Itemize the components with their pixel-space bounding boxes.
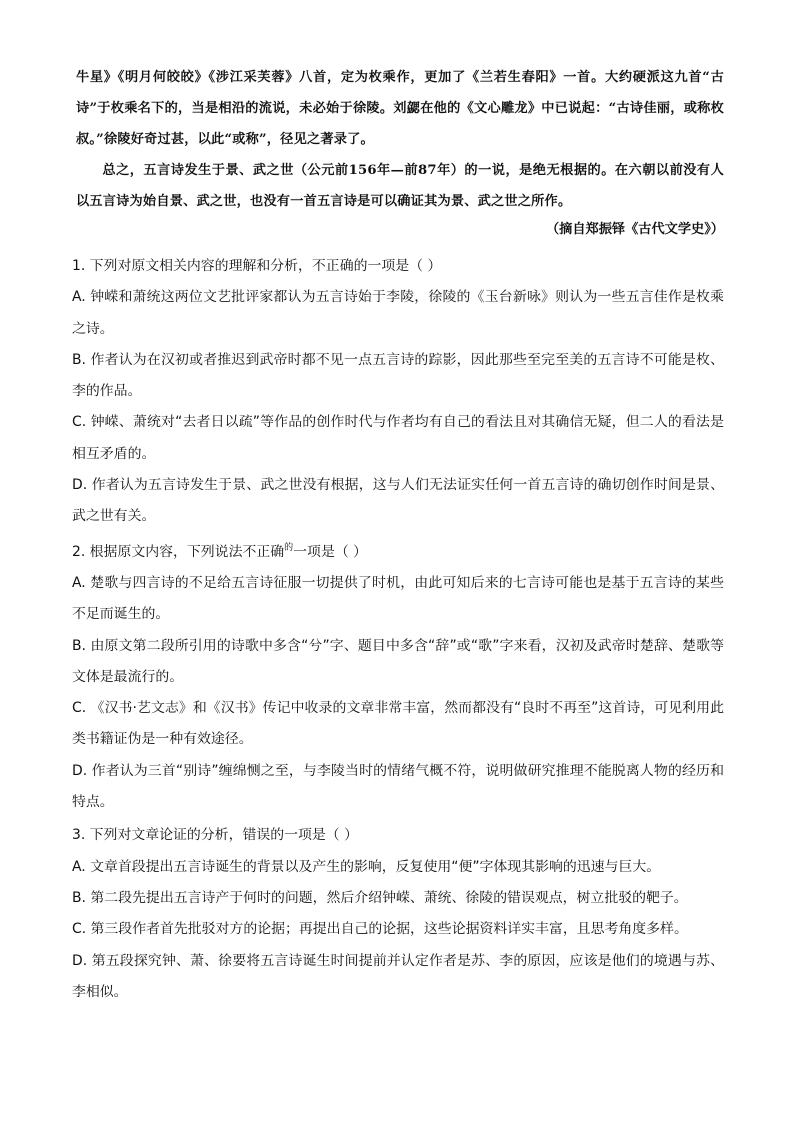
stem-superscript-mark: 的 — [284, 542, 294, 553]
reading-passage — [76, 62, 724, 217]
question-2 — [72, 537, 724, 819]
option-a[interactable]: A. 文章首段提出五言诗诞生的背景以及产生的影响，反复使用“便”字体现其影响的迅速与巨大。 — [72, 858, 661, 875]
question-list — [72, 251, 724, 1010]
option-b[interactable]: B. 由原文第二段所引用的诗歌中多含“兮”字、题目中多含“辞”或“歌”字来看，汉初及武帝时楚辞、楚歌等文体是最流行的。 — [72, 637, 724, 685]
option-c[interactable]: C. 钟嵘、萧统对“去者日以疏”等作品的创作时代与作者均有自己的看法且对其确信无疑，但二人的看法是相互矛盾的。 — [72, 414, 724, 462]
question-stem: 1. 下列对原文相关内容的理解和分析，不正确的一项是（ ） — [72, 258, 442, 274]
option-c[interactable]: C. 《汉书·艺文志》和《汉书》传记中收录的文章非常丰富，然而都没有“良时不再至”这首诗，可见利用此类书籍证伪是一种有效途径。 — [72, 700, 724, 748]
option-d[interactable]: D. 作者认为五言诗发生于景、武之世没有根据，这与人们无法证实任何一首五言诗的确切创作时间是景、武之世有关。 — [72, 477, 724, 525]
option-b[interactable]: B. 第二段先提出五言诗产于何时的问题，然后介绍钟嵘、萧统、徐陵的错误观点，树立批驳的靶子。 — [72, 889, 688, 906]
passage-source: （摘自郑振铎《古代文学史》） — [545, 222, 724, 237]
option-a[interactable]: A. 钟嵘和萧统这两位文艺批评家都认为五言诗始于李陵，徐陵的《玉台新咏》则认为一些五言佳作是枚乘之诗。 — [72, 289, 724, 337]
passage-paragraph-continued: 牛星》《明月何皎皎》《涉江采芙蓉》八首，定为枚乘作，更加了《兰若生春阳》一首。大约硬派这九首“古诗”于枚乘名下的，当是相沿的流说，未必始于徐陵。刘勰在他的《文心雕龙》中已说起：“古诗佳丽，或称枚叔。”徐陵好奇过甚，以此“或称”，径见之著录了。 — [76, 70, 724, 147]
question-3 — [72, 820, 724, 1008]
option-a[interactable]: A. 楚歌与四言诗的不足给五言诗征服一切提供了时机，由此可知后来的七言诗可能也是基于五言诗的某些不足而诞生的。 — [72, 574, 724, 623]
stem-text-after: 一项是（ ） — [293, 543, 368, 560]
option-c[interactable]: C. 第三段作者首先批驳对方的论据；再提出自己的论据，这些论据资料详实丰富，且思考角度多样。 — [72, 921, 688, 938]
option-d[interactable]: D. 第五段探究钟、萧、徐要将五言诗诞生时间提前并认定作者是苏、李的原因，应该是他们的境遇与苏、李相似。 — [72, 952, 724, 1000]
option-b[interactable]: B. 作者认为在汉初或者推迟到武帝时都不见一点五言诗的踪影，因此那些至完至美的五言诗不可能是枚、李的作品。 — [72, 351, 724, 400]
question-stem: 3. 下列对文章论证的分析，错误的一项是（ ） — [72, 827, 359, 844]
stem-text-before: 2. 根据原文内容，下列说法不正确 — [72, 543, 285, 560]
option-d[interactable]: D. 作者认为三首“别诗”缠绵恻之至，与李陵当时的情绪气概不符，说明做研究推理不能脱离人物的经历和特点。 — [72, 762, 724, 811]
passage-paragraph-conclusion: 总之，五言诗发生于景、武之世（公元前156年—前87年）的一说，是绝无根据的。在六朝以前没有人以五言诗为始自景、武之世，也没有一首五言诗是可以确证其为景、武之世之所作。 — [76, 163, 724, 209]
question-1 — [72, 251, 724, 533]
question-stem — [72, 537, 724, 568]
